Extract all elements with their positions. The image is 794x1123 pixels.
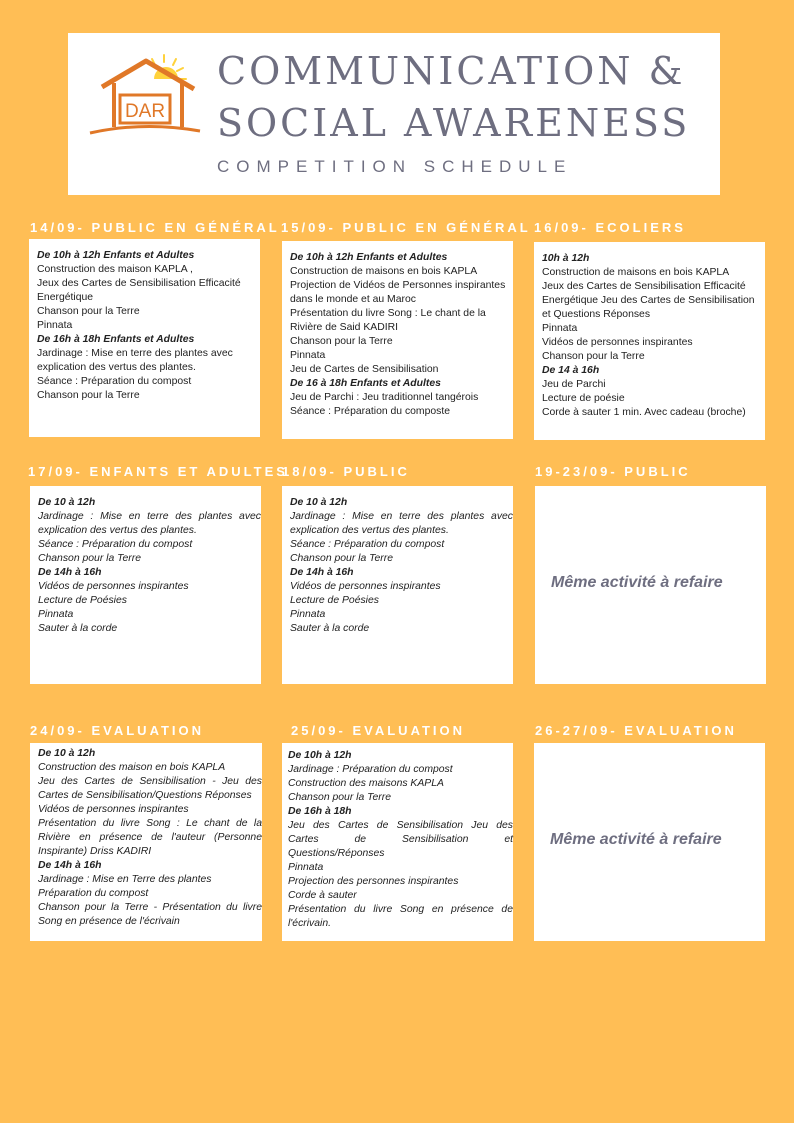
activity-line: Jardinage : Préparation du compost bbox=[288, 764, 453, 775]
activity-line: Présentation du livre Song : Le chant de la Rivière en présence de l'auteur (Personne Inspirante) Driss KADIRI bbox=[38, 818, 262, 857]
day-card-6 bbox=[535, 486, 766, 684]
activity-line: Lecture de poésie bbox=[542, 393, 625, 404]
activity-line: Jeu de Parchi bbox=[542, 379, 606, 390]
activity-line: Projection des personnes inspirantes bbox=[288, 876, 459, 887]
activity-line: Chanson pour la Terre bbox=[290, 553, 394, 564]
activity-line: Lecture de Poésies bbox=[38, 595, 127, 606]
activity-line: Vidéos de personnes inspirantes bbox=[290, 581, 441, 592]
activity-line: Corde à sauter 1 min. Avec cadeau (broche) bbox=[542, 407, 746, 418]
day-title-3: 16/09- ECOLIERS bbox=[534, 220, 686, 235]
day-title-4: 17/09- ENFANTS ET ADULTES bbox=[28, 464, 288, 479]
day-card-1 bbox=[29, 239, 260, 437]
header-banner bbox=[68, 33, 720, 195]
activity-line: Jeu de Cartes de Sensibilisation bbox=[290, 364, 439, 375]
day-title-9: 26-27/09- EVALUATION bbox=[535, 723, 737, 738]
time-slot-heading: De 10h à 12h Enfants et Adultes bbox=[37, 250, 195, 261]
activity-line: Sauter à la corde bbox=[38, 623, 118, 634]
activity-line: Vidéos de personnes inspirantes bbox=[38, 581, 189, 592]
activity-line: Pinnata bbox=[542, 323, 578, 334]
activity-line: Jardinage : Mise en Terre des plantes bbox=[38, 874, 212, 885]
activity-line: Chanson pour la Terre bbox=[288, 792, 392, 803]
page-title bbox=[217, 45, 690, 149]
time-slot-heading: 10h à 12h bbox=[542, 253, 590, 264]
page-subtitle: COMPETITION SCHEDULE bbox=[217, 157, 573, 176]
activity-line: Chanson pour la Terre bbox=[37, 390, 140, 401]
activity-line: Jeu de Parchi : Jeu traditionnel tangérois bbox=[290, 392, 479, 403]
time-slot-heading: De 10 à 12h bbox=[38, 748, 96, 759]
activity-line: Présentation du livre Song en présence de l'écrivain. bbox=[288, 904, 513, 929]
dar-house-logo bbox=[88, 51, 204, 137]
activity-line: Chanson pour la Terre bbox=[37, 306, 140, 317]
activity-line: Présentation du livre Song : Le chant de la Rivière de Said KADIRI bbox=[290, 308, 486, 333]
activity-line: Projection de Vidéos de Personnes inspirantes dans le monde et au Maroc bbox=[290, 280, 506, 305]
day-title-8: 25/09- EVALUATION bbox=[291, 723, 466, 738]
time-slot-heading: De 16h à 18h Enfants et Adultes bbox=[37, 334, 195, 345]
day-card-2 bbox=[282, 241, 513, 439]
activity-line: Chanson pour la Terre bbox=[542, 351, 645, 362]
day-title-1: 14/09- PUBLIC EN GÉNÉRAL bbox=[30, 220, 280, 235]
activity-line: Séance : Préparation du compost bbox=[37, 376, 192, 387]
same-activity-note: Même activité à refaire bbox=[551, 574, 723, 591]
activity-line: Jeux des Cartes de Sensibilisation Efficacité Energétique Jeu des Cartes de Sensibilisation et Questions Réponses bbox=[542, 281, 755, 320]
activity-line: Construction des maison KAPLA , bbox=[37, 264, 193, 275]
activity-line: Pinnata bbox=[290, 609, 326, 620]
activity-line: Construction des maisons KAPLA bbox=[288, 778, 444, 789]
activity-line: Chanson pour la Terre - Présentation du livre Song en présence de l'écrivain bbox=[38, 902, 262, 927]
day-card-5 bbox=[282, 486, 513, 684]
activity-line: Séance : Préparation du compost bbox=[38, 539, 193, 550]
activity-line: Vidéos de personnes inspirantes bbox=[38, 804, 189, 815]
activity-line: Jardinage : Mise en terre des plantes avec explication des vertus des plantes. bbox=[37, 348, 233, 373]
day-title-6: 19-23/09- PUBLIC bbox=[535, 464, 691, 479]
activity-line: Préparation du compost bbox=[38, 888, 149, 899]
activity-line: Construction de maisons en bois KAPLA bbox=[542, 267, 730, 278]
activity-line: Construction de maisons en bois KAPLA bbox=[290, 266, 478, 277]
activity-line: Séance : Préparation du compost bbox=[290, 539, 445, 550]
activity-line: Jeu des Cartes de Sensibilisation - Jeu des Cartes de Sensibilisation/Questions Réponses bbox=[38, 776, 262, 801]
day-card-3 bbox=[534, 242, 765, 440]
same-activity-note: Même activité à refaire bbox=[550, 831, 722, 848]
time-slot-heading: De 14h à 16h bbox=[290, 567, 354, 578]
day-title-7: 24/09- EVALUATION bbox=[30, 723, 205, 738]
time-slot-heading: De 14h à 16h bbox=[38, 567, 102, 578]
day-card-7 bbox=[30, 743, 262, 941]
time-slot-heading: De 10h à 12h Enfants et Adultes bbox=[290, 252, 448, 263]
activity-line: Chanson pour la Terre bbox=[290, 336, 393, 347]
time-slot-heading: De 14h à 16h bbox=[38, 860, 102, 871]
activity-line: Pinnata bbox=[288, 862, 324, 873]
activity-line: Pinnata bbox=[290, 350, 326, 361]
activity-line: Pinnata bbox=[38, 609, 74, 620]
activity-line: Corde à sauter bbox=[288, 890, 357, 901]
day-card-9 bbox=[534, 743, 765, 941]
activity-line: Sauter à la corde bbox=[290, 623, 370, 634]
activity-line: Chanson pour la Terre bbox=[38, 553, 142, 564]
logo-text: DAR bbox=[124, 101, 166, 122]
time-slot-heading: De 14 à 16h bbox=[542, 365, 600, 376]
activity-line: Jeux des Cartes de Sensibilisation Efficacité Energétique bbox=[37, 278, 241, 303]
activity-line: Séance : Préparation du composte bbox=[290, 406, 450, 417]
time-slot-heading: De 10 à 12h bbox=[38, 497, 96, 508]
time-slot-heading: De 16 à 18h Enfants et Adultes bbox=[290, 378, 441, 389]
activity-line: Vidéos de personnes inspirantes bbox=[542, 337, 693, 348]
day-card-8 bbox=[282, 743, 513, 941]
activity-line: Jardinage : Mise en terre des plantes avec explication des vertus des plantes. bbox=[38, 511, 261, 536]
title-line-2: SOCIAL AWARENESS bbox=[217, 101, 691, 145]
time-slot-heading: De 16h à 18h bbox=[288, 806, 352, 817]
title-line-1: COMMUNICATION & bbox=[217, 49, 686, 93]
activity-line: Pinnata bbox=[37, 320, 73, 331]
day-title-5: 18/09- PUBLIC bbox=[282, 464, 410, 479]
day-card-4 bbox=[30, 486, 261, 684]
activity-line: Lecture de Poésies bbox=[290, 595, 379, 606]
time-slot-heading: De 10h à 12h bbox=[288, 750, 352, 761]
activity-line: Jardinage : Mise en terre des plantes avec explication des vertus des plantes. bbox=[290, 511, 513, 536]
day-title-2: 15/09- PUBLIC EN GÉNÉRAL bbox=[281, 220, 531, 235]
activity-line: Jeu des Cartes de Sensibilisation Jeu des Cartes de Sensibilisation et Questions/Réponses bbox=[288, 820, 513, 859]
activity-line: Construction des maison en bois KAPLA bbox=[38, 762, 226, 773]
time-slot-heading: De 10 à 12h bbox=[290, 497, 348, 508]
